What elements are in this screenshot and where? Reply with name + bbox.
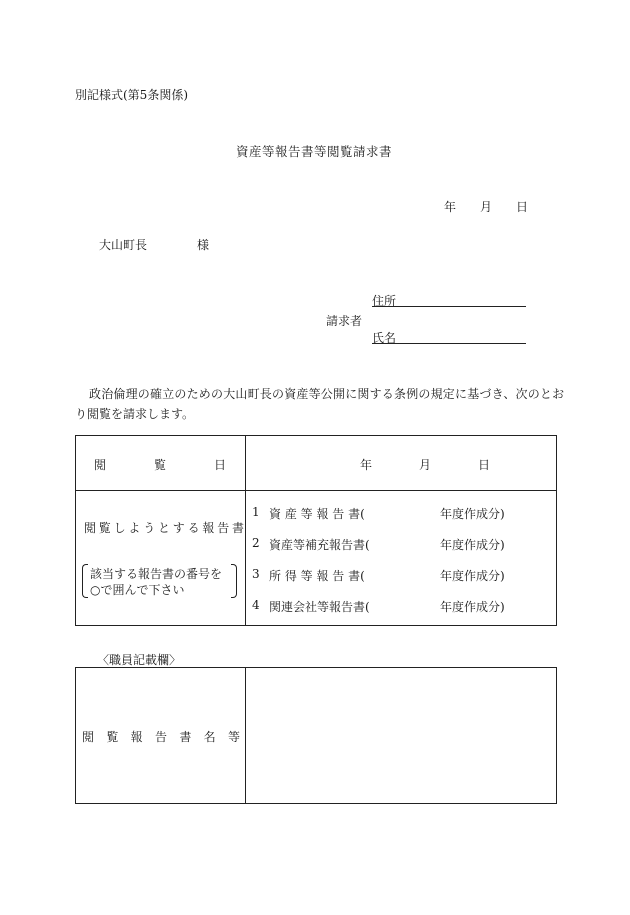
name-field[interactable] [372,329,526,344]
address-field[interactable] [372,292,526,307]
report-item-3-suffix: 年度作成分) [440,569,505,583]
date-year-label: 年 [444,200,457,214]
report-item-2-suffix: 年度作成分) [440,538,505,552]
report-item-4-name: 関連会社等報告書( [269,600,370,614]
document-title: 資産等報告書等閲覧請求書 [236,144,393,159]
report-item-1-name: 資 産 等 報 告 書( [269,507,365,521]
viewed-report-name-label: 閲 覧 報 告 書 名 等 [82,730,240,744]
staff-table-divider [245,667,246,804]
viewing-date-field[interactable]: 年 月 日 [360,458,490,472]
date-month-label: 月 [480,200,493,214]
note-line1: 該当する報告書の番号を [90,567,223,581]
note-bracket-left [82,564,88,598]
date-day-label: 日 [516,200,529,214]
report-item-4[interactable] [252,598,260,612]
body-text-line2: り閲覧を請求します。 [75,407,195,421]
report-to-view-label: 閲覧しようとする報告書 [84,521,247,535]
viewed-report-name-field[interactable] [247,669,554,802]
viewing-date-label: 閲 覧 日 [94,458,226,472]
report-item-number: 3 [252,567,260,581]
name-underline [372,343,526,344]
report-item-number: 4 [252,598,260,612]
name-label: 氏名 [372,331,397,345]
report-item-4-suffix: 年度作成分) [440,600,505,614]
report-item-number: 1 [252,505,260,519]
report-item-3-name: 所 得 等 報 告 書( [269,569,365,583]
body-text-line1: 政治倫理の確立のための大山町長の資産等公開に関する条例の規定に基づき、次のとお [89,387,565,401]
addressee-honorific: 様 [197,238,210,252]
addressee-name: 大山町長 [99,238,148,252]
report-item-1-suffix: 年度作成分) [440,507,505,521]
report-item-number: 2 [252,536,260,550]
staff-section-label: 〈職員記載欄〉 [97,653,182,667]
address-label: 住所 [372,294,397,308]
request-table-row-divider [75,490,557,491]
report-item-1[interactable] [252,505,260,519]
form-reference: 別記様式(第5条関係) [75,88,188,102]
requester-label: 請求者 [326,314,363,328]
report-item-2[interactable] [252,536,260,550]
report-item-3[interactable] [252,567,260,581]
report-item-2-name: 資産等補充報告書( [269,538,370,552]
address-underline [372,306,526,307]
note-bracket-right [231,564,237,598]
note-line2: ○で囲んで下さい [90,583,185,597]
